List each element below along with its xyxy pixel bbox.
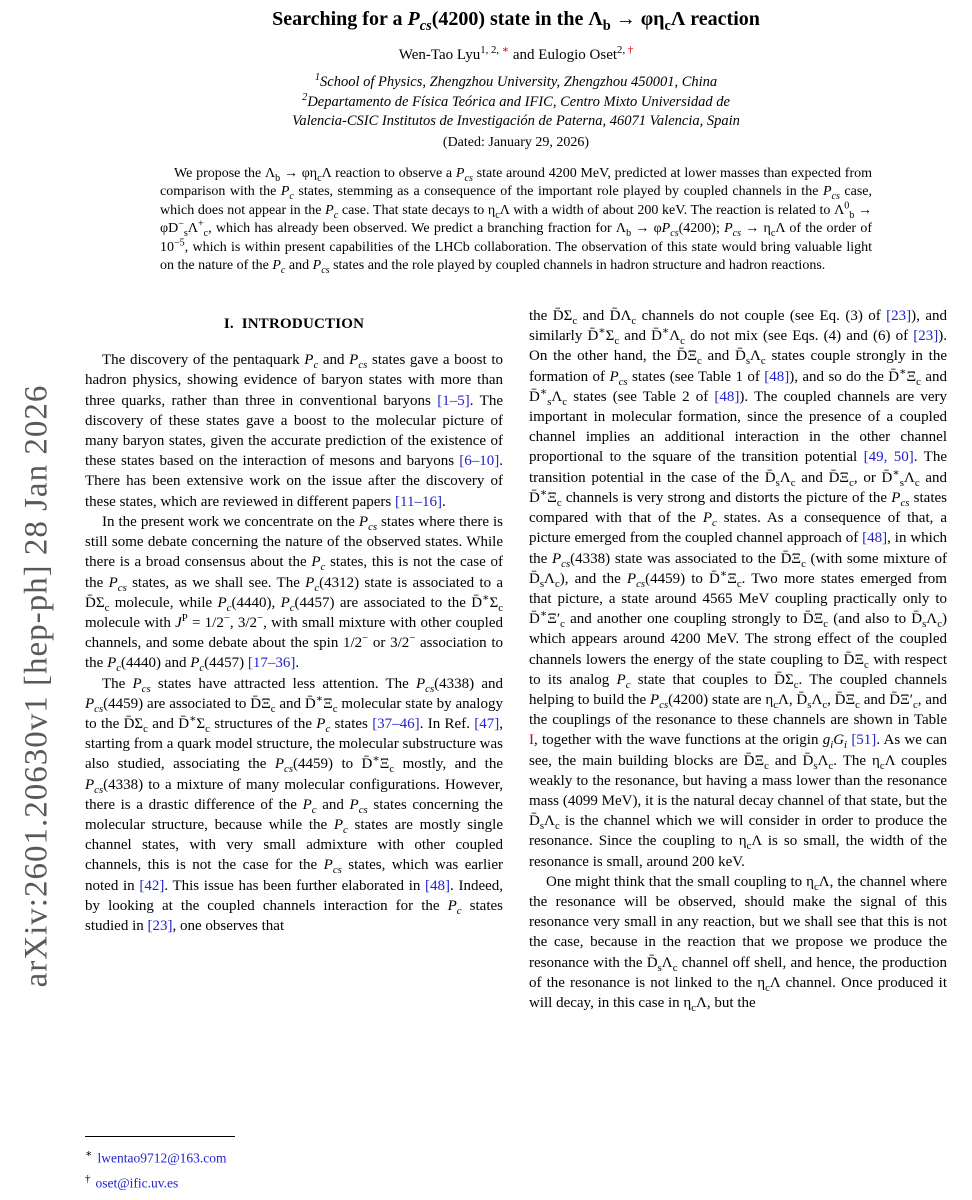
citation-link[interactable]: [48]	[714, 388, 740, 405]
column-left	[85, 306, 503, 1013]
citation-link[interactable]: [51]	[851, 732, 877, 749]
section-heading-introduction: I. INTRODUCTION	[223, 316, 365, 333]
paragraph: One might think that the small coupling to $\eta_c\Lambda$, the channel where the resonance will be observed, should make the signal of this resonance very small in any reaction, but we shall see that this is not the case, because in the reaction that we propose we produce the resonance with the $D̄_s\Lambda_c$ channel off shell, and hence, the production of the resonance is not linked to the $\eta_c\Lambda$ channel. Once produced it will decay, in this case in $\eta_c\Lambda$, but the	[529, 873, 947, 1014]
citation-link[interactable]: [17–36]	[247, 655, 296, 672]
affiliation-line-1: $^1$School of Physics, Zhengzhou University, Zhengzhou 450001, China	[314, 72, 718, 90]
affiliation-line-2: $^2$Departamento de Física Teórica and IFIC, Centro Mixto Universidad de	[302, 91, 730, 110]
citation-link[interactable]: [47]	[474, 715, 500, 732]
citation-link[interactable]: [48]	[764, 368, 790, 385]
citation-link[interactable]: [37–46]	[372, 715, 420, 732]
paragraph: The $P_{cs}$ states have attracted less attention. The $P_{cs}(4338)$ and $P_{cs}(4459)$ are associated to $D̄\Xi_c$ and $D̄^∗\Xi_c$ molecular state by analogy to the $D̄\Sigma_c$ and $D̄^∗\Sigma_c$ structures of the $P_c$ states [37–46]. In Ref. [47], starting from a quark model structure, the molecular substructure was also studied, associating the $P_{cs}(4459)$ to $D̄^∗\Xi_c$ mostly, and the $P_{cs}(4338)$ to a mixture of many molecular configurations. However, there is a drastic difference of the $P_c$ and $P_{cs}$ states concerning the molecular structure, because while the $P_c$ states are mostly single channel states, with very small admixture with other coupled channels, this is not the case for the $P_{cs}$ states, which was earlier noted in [42]. This issue has been further elaborated in [48]. Indeed, by looking at the coupled channels interaction for the $P_c$ states studied in [23], one observes that	[85, 675, 504, 934]
two-column-body	[85, 306, 947, 1013]
citation-link[interactable]: [48]	[862, 530, 888, 547]
footnote	[85, 1169, 503, 1194]
footnote-rule	[85, 1136, 235, 1137]
footnote	[85, 1144, 503, 1169]
citation-link[interactable]: [6–10]	[459, 453, 500, 470]
email-link[interactable]: lwentao9712@163.com	[97, 1150, 227, 1166]
citation-link[interactable]: [49, 50]	[863, 449, 914, 466]
citation-link[interactable]: [23]	[913, 328, 939, 345]
paper-title: Searching for a $P_{cs}(4200)$ state in the $\Lambda_b \to \varphi\eta_c\Lambda$ reaction	[272, 8, 760, 34]
footnote-marker: ∗	[85, 1148, 93, 1160]
citation-link[interactable]: [48]	[425, 877, 451, 894]
arxiv-watermark: arXiv:2601.20630v1 [hep-ph] 28 Jan 2026	[18, 384, 55, 988]
paragraph: the $D̄\Sigma_c$ and $D̄\Lambda_c$ channels do not couple (see Eq. (3) of [23]), and similarly $D̄^∗\Sigma_c$ and $D̄^∗\Lambda_c$ do not mix (see Eqs. (4) and (6) of [23]). On the other hand, the $D̄\Xi_c$ and $D̄_s\Lambda_c$ states couple strongly in the formation of $P_{cs}$ states (see Table 1 of [48]), and so do the $D̄^∗\Xi_c$ and $D̄^∗_s\Lambda_c$ states (see Table 2 of [48]). The coupled channels are very important in molecular formation, since the presence of a coupled channel implies an additional interaction in the other channel proportional to the square of the transition potential [49, 50]. The transition potential in the case of the $D̄_s\Lambda_c$ and $D̄\Xi_c$, or $D̄^∗_s\Lambda_c$ and $D̄^∗\Xi_c$ channels is very strong and distorts the picture of the $P_{cs}$ states compared with that of the $P_c$ states. As a consequence of that, a picture emerged from the coupled channel approach of [48], in which the $P_{cs}(4338)$ state was associated to the $D̄\Xi_c$ (with some mixture of $D̄_s\Lambda_c$), and the $P_{cs}(4459)$ to $D̄^∗\Xi_c$. Two more states emerged from that picture, a state around 4565 MeV coupling practically only to $D̄^∗\Xi'_c$ and another one coupling strongly to $D̄\Xi_c$ (and also to $D̄_s\Lambda_c$) which appears around 4200 MeV. The strong effect of the coupled channels lowers the energy of the state coupling to $D̄\Xi_c$ with respect to its analog $P_c$ state that couples to $D̄\Sigma_c$. The coupled channels helping to build the $P_{cs}(4200)$ state are $\eta_c\Lambda$, $D̄_s\Lambda_c$, $D̄\Xi_c$ and $D̄\Xi'_c$, and the couplings of the resonance to these channels are shown in Table I, together with the wave functions at the origin $g_iG_i$ [51]. As we can see, the main building blocks are $D̄\Xi_c$ and $D̄_s\Lambda_c$. The $\eta_c\Lambda$ couples weakly to the resonance, but having a mass lower than the resonance mass (4099 MeV), it is the natural decay channel of that state, but the $D̄_s\Lambda_c$ is the channel which we will consider in order to produce the resonance. Since the coupling to $\eta_c\Lambda$ is so small, the width of the resonance is small, around 200 keV.	[529, 308, 948, 870]
citation-link[interactable]: [23]	[886, 308, 912, 325]
affiliations	[85, 73, 947, 132]
citation-link[interactable]: [11–16]	[395, 493, 442, 510]
citation-link[interactable]: [1–5]	[437, 392, 470, 409]
date-line: (Dated: January 29, 2026)	[442, 134, 590, 150]
footnotes	[85, 1136, 503, 1193]
paper-content	[85, 0, 947, 1013]
paragraph: The discovery of the pentaquark $P_c$ and $P_{cs}$ states gave a boost to hadron physics, showing evidence of baryon states with more than three quarks, rather than three in conventional baryons [1–5]. The discovery of these states gave a boost to the molecular picture of many baryon states, given the accurate prediction of the existence of these states based on the interaction of mesons and baryons [6–10]. There has been extensive work on the issue after the discovery of these states, which are reviewed in different papers [11–16].	[85, 352, 503, 510]
affiliation-line-3: Valencia-CSIC Institutos de Investigación de Paterna, 46071 Valencia, Spain	[292, 113, 740, 129]
abstract: We propose the $\Lambda_b \to \varphi\eta_c\Lambda$ reaction to observe a $P_{cs}$ state around 4200 MeV, predicted at lower masses than expected from comparison with the $P_c$ states, stemming as a consequence of the important role played by coupled channels in the $P_{cs}$ case, which does not appear in the $P_c$ case. That state decays to $\eta_c\Lambda$ with a width of about 200 keV. The reaction is related to $\Lambda^0_b \to \varphi D^-_s\Lambda^+_c$, which has already been observed. We predict a branching fraction for $\Lambda_b \to \varphi P_{cs}(4200)$; $P_{cs} \to \eta_c\Lambda$ of the order of $10^{-5}$, which is within present capabilities of the LHCb collaboration. The observation of this state would bring valuable light on the nature of the $P_c$ and $P_{cs}$ states and the role played by coupled channels in hadron structure and hadron reactions.	[160, 165, 873, 277]
email-link[interactable]: oset@ific.uv.es	[95, 1175, 179, 1190]
paragraph: In the present work we concentrate on the $P_{cs}$ states where there is still some debate concerning the nature of the observed states. While there is a broad consensus about the $P_c$ states, this is not the case of the $P_{cs}$ states, as we shall see. The $P_c(4312)$ state is associated to a $D̄\Sigma_c$ molecule, while $P_c(4440)$, $P_c(4457)$ are associated to the $D̄^∗\Sigma_c$ molecule with $J^P = 1/2^-$, 3/2−, with small mixture with other coupled channels, and some debate about the spin 1/2− or 3/2− association to the $P_c(4440)$ and $P_c(4457)$ [17–36].	[85, 513, 504, 675]
authors-line: Wen-Tao Lyu$^{1, 2, ∗}$ and Eulogio Oset$^{2, \dagger}$	[398, 44, 634, 63]
column-right	[529, 306, 947, 1013]
footnote-marker: †	[85, 1172, 91, 1185]
citation-link[interactable]: [23]	[147, 917, 173, 934]
citation-link[interactable]: [42]	[139, 877, 165, 894]
